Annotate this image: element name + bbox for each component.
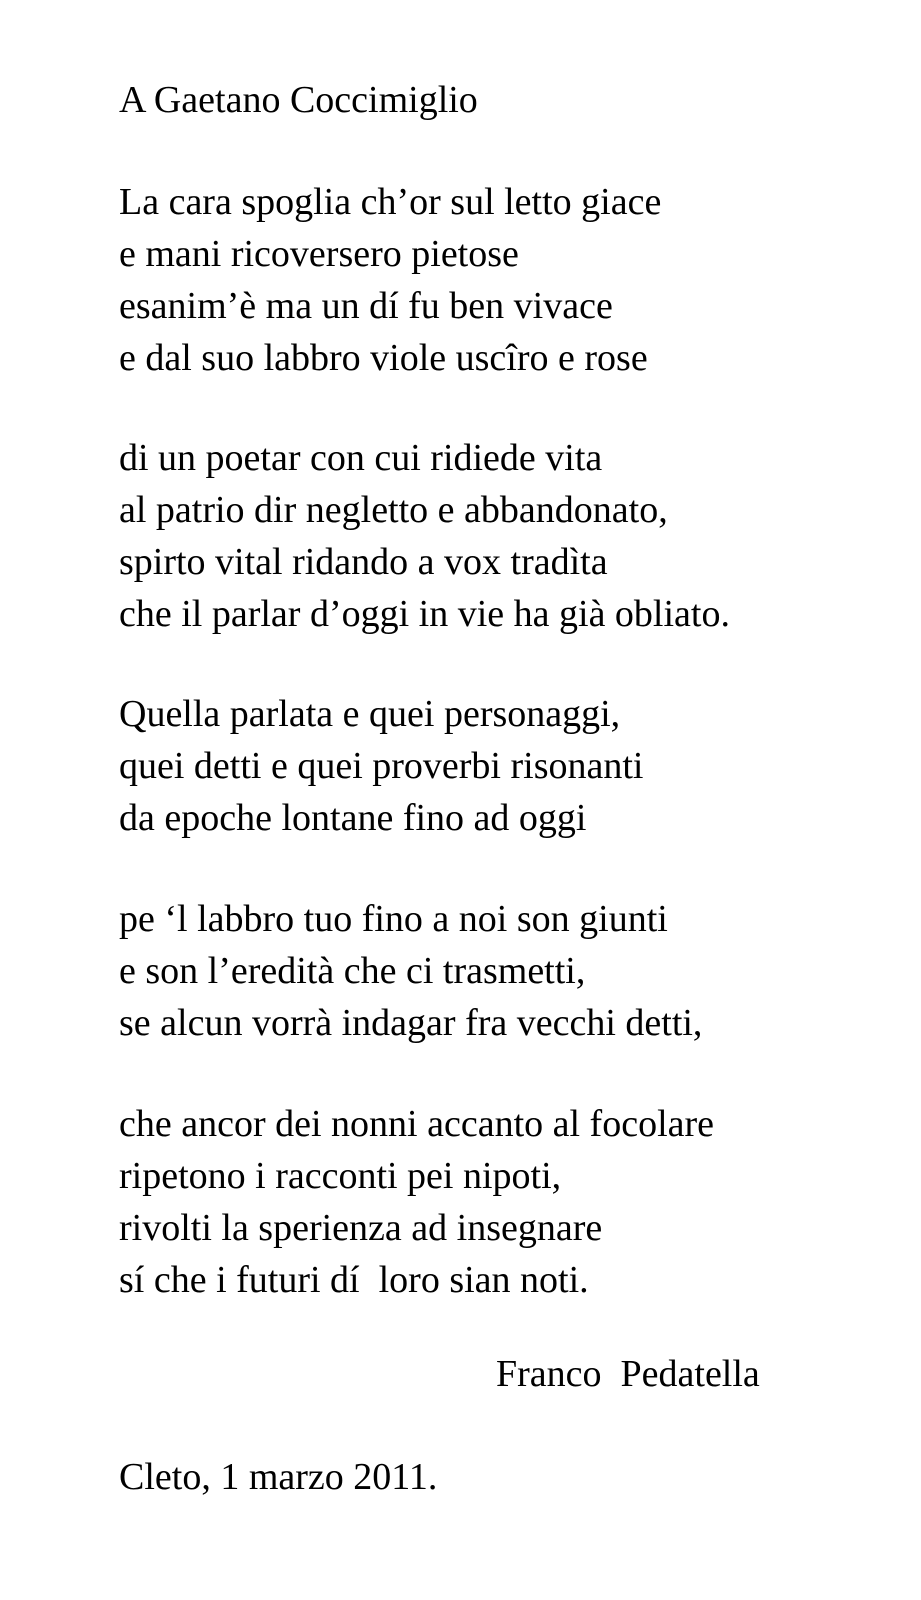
- verse-line: al patrio dir negletto e abbandonato,: [119, 489, 668, 531]
- verse-line: e dal suo labbro viole uscîro e rose: [119, 337, 648, 379]
- verse-line: di un poetar con cui ridiede vita: [119, 437, 603, 479]
- stanza-4: [119, 893, 702, 1049]
- verse-line: spirto vital ridando a vox tradìta: [119, 541, 608, 583]
- verse-line: pe ‘l labbro tuo fino a noi son giunti: [119, 898, 668, 940]
- verse-line: ripetono i racconti pei nipoti,: [119, 1155, 562, 1197]
- verse-line: e mani ricoversero pietose: [119, 233, 519, 275]
- stanza-5: [119, 1098, 714, 1306]
- verse-line: se alcun vorrà indagar fra vecchi detti,: [119, 1002, 703, 1044]
- poem-dedication: A Gaetano Coccimiglio: [119, 79, 478, 121]
- stanza-1: [119, 176, 661, 384]
- verse-line: rivolti la sperienza ad insegnare: [119, 1207, 603, 1249]
- verse-line: che il parlar d’oggi in vie ha già obliato.: [119, 593, 730, 635]
- verse-line: Quella parlata e quei personaggi,: [119, 693, 621, 735]
- verse-line: quei detti e quei proverbi risonanti: [119, 745, 644, 787]
- author-signature: Franco Pedatella: [496, 1353, 760, 1395]
- stanza-2: [119, 432, 730, 640]
- verse-line: e son l’eredità che ci trasmetti,: [119, 950, 586, 992]
- verse-line: che ancor dei nonni accanto al focolare: [119, 1103, 715, 1145]
- place-and-date: Cleto, 1 marzo 2011.: [119, 1456, 438, 1498]
- verse-line: La cara spoglia ch’or sul letto giace: [119, 181, 662, 223]
- verse-line: esanim’è ma un dí fu ben vivace: [119, 285, 613, 327]
- stanza-3: [119, 688, 643, 844]
- verse-line: da epoche lontane fino ad oggi: [119, 797, 587, 839]
- verse-line: sí che i futuri dí loro sian noti.: [119, 1259, 589, 1301]
